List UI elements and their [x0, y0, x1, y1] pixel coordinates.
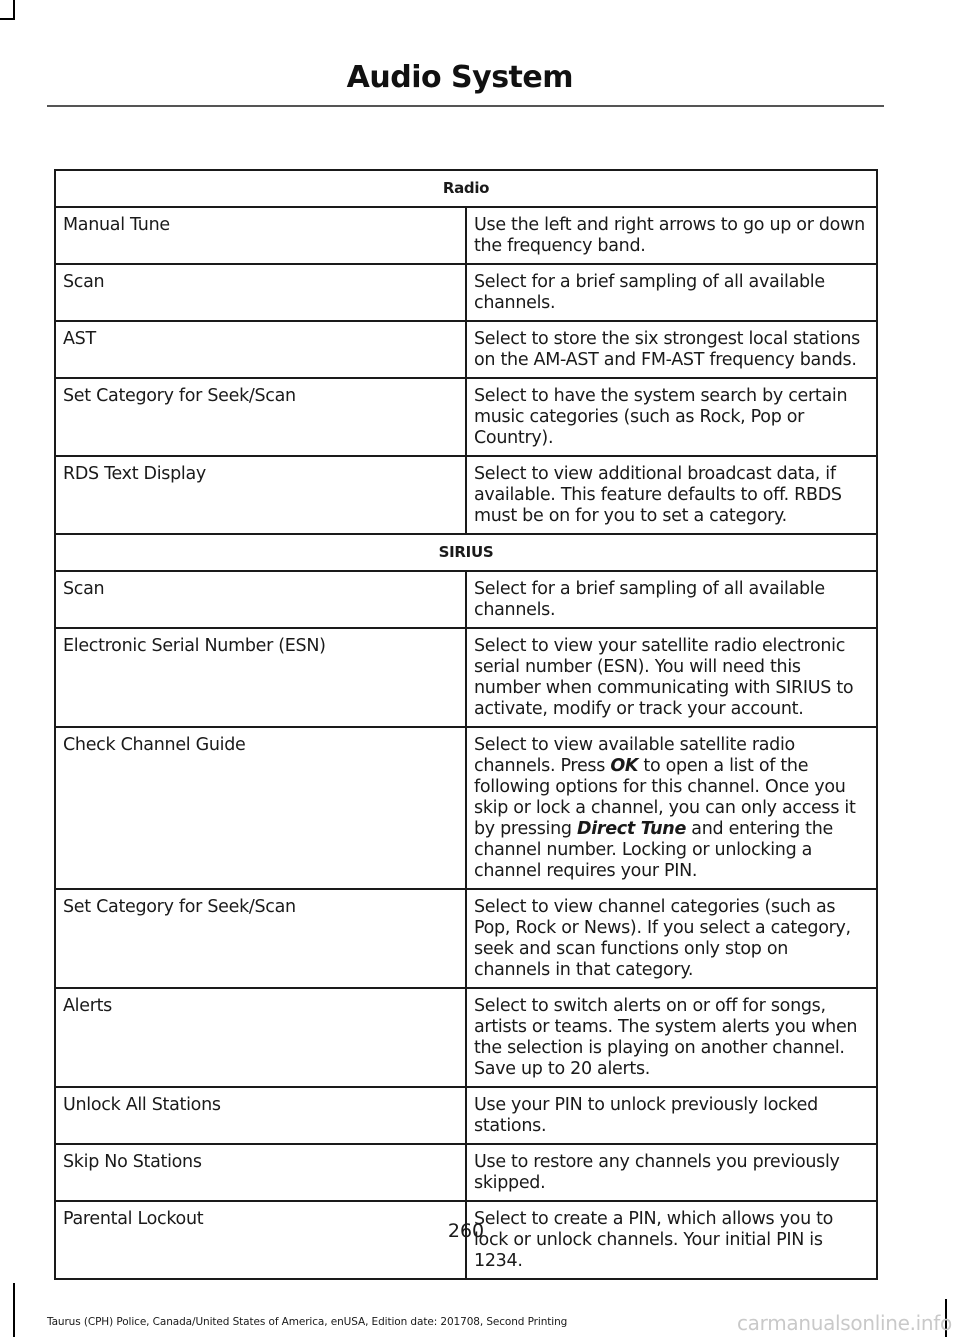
setting-description: Use the left and right arrows to go up or down the frequency band.	[466, 207, 877, 264]
setting-description: Select to create a PIN, which allows you to lock or unlock channels. Your initial PIN is 1234.	[466, 1201, 877, 1279]
table-row	[55, 456, 877, 534]
setting-name: Skip No Stations	[55, 1144, 466, 1201]
sirius-table	[54, 533, 878, 1280]
page-title: Audio System	[346, 60, 573, 95]
table-row	[55, 889, 877, 988]
setting-description: Select to switch alerts on or off for songs, artists or teams. The system alerts you when the selection is playing on another channel. Save up to 20 alerts.	[466, 988, 877, 1087]
setting-description: Select to view your satellite radio electronic serial number (ESN). You will need this number when communicating with SIRIUS to activate, modify or track your account.	[466, 628, 877, 727]
setting-description: Select to view channel categories (such as Pop, Rock or News). If you select a category, seek and scan functions only stop on channels in that category.	[466, 889, 877, 988]
table-row	[55, 1087, 877, 1144]
page-number: 260	[447, 1220, 485, 1242]
edition-footer: Taurus (CPH) Police, Canada/United States of America, enUSA, Edition date: 201708, Second Printing	[47, 1316, 568, 1328]
setting-description	[466, 727, 877, 889]
setting-name: Check Channel Guide	[55, 727, 466, 889]
setting-description: Select for a brief sampling of all available channels.	[466, 571, 877, 628]
crop-mark	[13, 0, 15, 18]
setting-name: Set Category for Seek/Scan	[55, 889, 466, 988]
setting-name: Alerts	[55, 988, 466, 1087]
table-row	[55, 628, 877, 727]
setting-description: Select to have the system search by certain music categories (such as Rock, Pop or Country).	[466, 378, 877, 456]
setting-name: Manual Tune	[55, 207, 466, 264]
description-text: and entering the channel number. Locking or unlocking a channel requires your PIN.	[474, 819, 833, 881]
table-row	[55, 727, 877, 889]
ok-keyword: OK	[610, 756, 639, 776]
table-row	[55, 378, 877, 456]
radio-table	[54, 169, 878, 535]
radio-table-heading: Radio	[55, 170, 877, 207]
table-row	[55, 207, 877, 264]
crop-mark	[0, 18, 15, 20]
direct-tune-keyword: Direct Tune	[576, 819, 687, 839]
table-row	[55, 321, 877, 378]
table-row	[55, 1144, 877, 1201]
setting-name: Electronic Serial Number (ESN)	[55, 628, 466, 727]
setting-name: RDS Text Display	[55, 456, 466, 534]
setting-name: Scan	[55, 264, 466, 321]
table-row	[55, 988, 877, 1087]
setting-description: Select to store the six strongest local stations on the AM-AST and FM-AST frequency bands.	[466, 321, 877, 378]
title-rule	[47, 105, 884, 107]
setting-name: Scan	[55, 571, 466, 628]
table-row	[55, 264, 877, 321]
setting-description: Select for a brief sampling of all available channels.	[466, 264, 877, 321]
setting-description: Use your PIN to unlock previously locked stations.	[466, 1087, 877, 1144]
setting-description: Select to view additional broadcast data, if available. This feature defaults to off. RBDS must be on for you to set a category.	[466, 456, 877, 534]
watermark: carmanualsonline.info	[736, 1311, 952, 1335]
description-text: Select to view available satellite radio channels. Press	[474, 735, 795, 776]
table-row	[55, 571, 877, 628]
description-text: to open a list of the following options for this channel. Once you skip or lock a channel, you can only access it by pressing	[474, 756, 856, 839]
setting-name: Parental Lockout	[55, 1201, 466, 1279]
sirius-table-heading: SIRIUS	[55, 534, 877, 571]
setting-name: Unlock All Stations	[55, 1087, 466, 1144]
setting-name: Set Category for Seek/Scan	[55, 378, 466, 456]
setting-description: Use to restore any channels you previously skipped.	[466, 1144, 877, 1201]
crop-mark	[13, 1283, 15, 1337]
setting-name: AST	[55, 321, 466, 378]
